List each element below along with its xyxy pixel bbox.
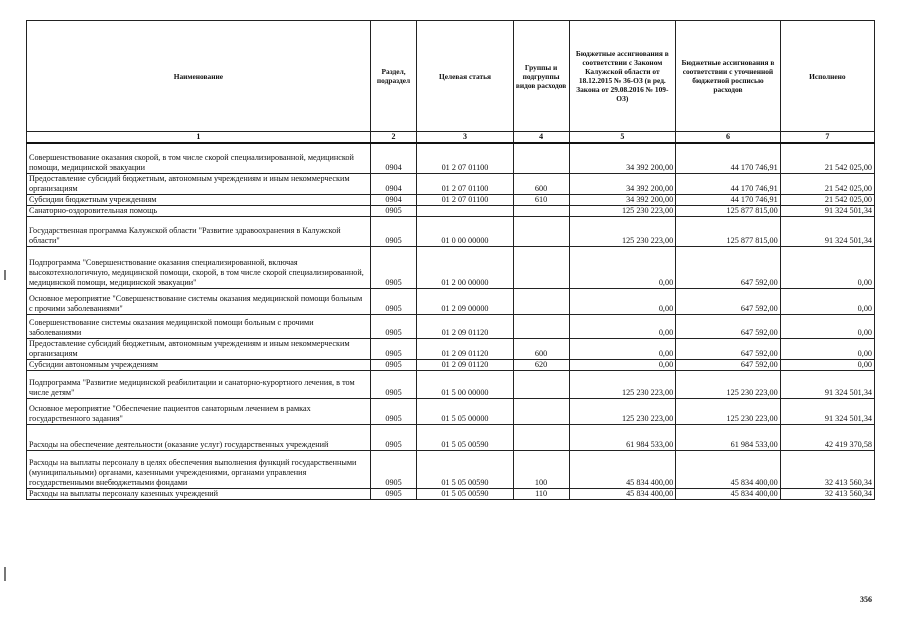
header-group: Группы и подгруппы видов расходов: [513, 21, 569, 132]
table-row: [27, 205, 875, 216]
row-name: Предоставление субсидий бюджетным, автономным учреждениям и иным некоммерческим организациям: [27, 173, 371, 194]
header-name: Наименование: [27, 21, 371, 132]
row-section: 0904: [370, 143, 417, 173]
row-section: 0905: [370, 450, 417, 488]
row-executed: 21 542 025,00: [780, 143, 874, 173]
row-budget-law: 34 392 200,00: [569, 173, 676, 194]
page-number: 356: [860, 595, 872, 604]
column-number: 2: [370, 132, 417, 144]
column-number-row: [27, 132, 875, 144]
row-target-article: 01 5 05 00000: [417, 398, 513, 424]
row-target-article: 01 0 00 00000: [417, 216, 513, 246]
row-executed: 21 542 025,00: [780, 194, 874, 205]
row-executed: 0,00: [780, 359, 874, 370]
row-expense-group: [513, 424, 569, 450]
row-expense-group: 620: [513, 359, 569, 370]
margin-mark: [4, 567, 6, 581]
row-budget-refined: 45 834 400,00: [676, 450, 781, 488]
row-expense-group: [513, 143, 569, 173]
row-section: 0905: [370, 424, 417, 450]
row-section: 0905: [370, 216, 417, 246]
row-target-article: 01 2 09 01120: [417, 314, 513, 338]
row-budget-law: 125 230 223,00: [569, 370, 676, 398]
row-budget-law: 0,00: [569, 246, 676, 288]
row-executed: 21 542 025,00: [780, 173, 874, 194]
row-section: 0905: [370, 314, 417, 338]
row-executed: 91 324 501,34: [780, 370, 874, 398]
row-name: Основное мероприятие "Обеспечение пациентов санаторным лечением в рамках государственного задания": [27, 398, 371, 424]
row-section: 0904: [370, 173, 417, 194]
row-expense-group: [513, 314, 569, 338]
column-number: 5: [569, 132, 676, 144]
row-budget-law: 125 230 223,00: [569, 398, 676, 424]
row-target-article: 01 2 07 01100: [417, 173, 513, 194]
row-executed: 0,00: [780, 288, 874, 314]
row-name: Подпрограмма "Совершенствование оказания специализированной, включая высокотехнологичную, медицинской помощи, скорой, в том числе скорой специализированной, медицинской помощи, медицинской эвакуации": [27, 246, 371, 288]
row-executed: 91 324 501,34: [780, 398, 874, 424]
row-budget-law: 34 392 200,00: [569, 194, 676, 205]
table-row: [27, 216, 875, 246]
row-budget-refined: 125 877 815,00: [676, 216, 781, 246]
column-number: 4: [513, 132, 569, 144]
row-budget-refined: 647 592,00: [676, 359, 781, 370]
row-target-article: [417, 205, 513, 216]
row-target-article: 01 2 09 01120: [417, 338, 513, 359]
row-target-article: 01 5 05 00590: [417, 424, 513, 450]
row-expense-group: 600: [513, 173, 569, 194]
row-executed: 42 419 370,58: [780, 424, 874, 450]
budget-table: [26, 20, 875, 500]
row-name: Расходы на выплаты персоналу в целях обеспечения выполнения функций государственными (муниципальными) органами, казенными учреждениями, органами управления государственными внебюджетными фондами: [27, 450, 371, 488]
row-budget-law: 0,00: [569, 314, 676, 338]
row-section: 0904: [370, 194, 417, 205]
row-budget-refined: 647 592,00: [676, 246, 781, 288]
row-section: 0905: [370, 338, 417, 359]
table-row: [27, 288, 875, 314]
header-section: Раздел, подраздел: [370, 21, 417, 132]
row-target-article: 01 2 07 01100: [417, 143, 513, 173]
table-row: [27, 398, 875, 424]
table-row: [27, 424, 875, 450]
row-budget-law: 0,00: [569, 338, 676, 359]
row-budget-law: 125 230 223,00: [569, 216, 676, 246]
row-expense-group: [513, 398, 569, 424]
row-expense-group: 110: [513, 488, 569, 499]
row-target-article: 01 5 05 00590: [417, 450, 513, 488]
row-target-article: 01 5 05 00590: [417, 488, 513, 499]
row-expense-group: 100: [513, 450, 569, 488]
row-name: Расходы на обеспечение деятельности (оказание услуг) государственных учреждений: [27, 424, 371, 450]
table-row: [27, 450, 875, 488]
row-name: Расходы на выплаты персоналу казенных учреждений: [27, 488, 371, 499]
row-budget-law: 0,00: [569, 359, 676, 370]
row-budget-refined: 647 592,00: [676, 338, 781, 359]
row-budget-refined: 61 984 533,00: [676, 424, 781, 450]
row-target-article: 01 5 00 00000: [417, 370, 513, 398]
row-expense-group: [513, 246, 569, 288]
row-section: 0905: [370, 370, 417, 398]
header-executed: Исполнено: [780, 21, 874, 132]
row-expense-group: [513, 288, 569, 314]
row-budget-refined: 45 834 400,00: [676, 488, 781, 499]
table-body: [27, 143, 875, 499]
row-name: Субсидии бюджетным учреждениям: [27, 194, 371, 205]
table-row: [27, 314, 875, 338]
row-executed: 0,00: [780, 246, 874, 288]
row-budget-law: 0,00: [569, 288, 676, 314]
row-name: Подпрограмма "Развитие медицинской реабилитации и санаторно-курортного лечения, в том числе детям": [27, 370, 371, 398]
row-executed: 0,00: [780, 338, 874, 359]
row-budget-refined: 44 170 746,91: [676, 173, 781, 194]
row-budget-refined: 125 230 223,00: [676, 398, 781, 424]
row-budget-refined: 647 592,00: [676, 288, 781, 314]
row-budget-law: 125 230 223,00: [569, 205, 676, 216]
column-number: 3: [417, 132, 513, 144]
header-row: [27, 21, 875, 132]
row-target-article: 01 2 00 00000: [417, 246, 513, 288]
row-budget-law: 45 834 400,00: [569, 488, 676, 499]
table-row: [27, 194, 875, 205]
row-budget-law: 45 834 400,00: [569, 450, 676, 488]
table-row: [27, 173, 875, 194]
row-executed: 91 324 501,34: [780, 216, 874, 246]
row-section: 0905: [370, 359, 417, 370]
table-row: [27, 246, 875, 288]
row-name: Основное мероприятие "Совершенствование системы оказания медицинской помощи больным с прочими заболеваниями": [27, 288, 371, 314]
row-executed: 0,00: [780, 314, 874, 338]
table-row: [27, 370, 875, 398]
column-number: 7: [780, 132, 874, 144]
row-budget-refined: 44 170 746,91: [676, 194, 781, 205]
header-target: Целевая статья: [417, 21, 513, 132]
row-expense-group: [513, 216, 569, 246]
row-section: 0905: [370, 398, 417, 424]
table-row: [27, 338, 875, 359]
row-executed: 32 413 560,34: [780, 450, 874, 488]
row-name: Субсидии автономным учреждениям: [27, 359, 371, 370]
row-expense-group: [513, 205, 569, 216]
header-budget-law: Бюджетные ассигнования в соответствии с Законом Калужской области от 18.12.2015 № 36-ОЗ (в ред. Закона от 29.08.2016 № 109-ОЗ): [569, 21, 676, 132]
row-target-article: 01 2 09 01120: [417, 359, 513, 370]
row-budget-refined: 125 230 223,00: [676, 370, 781, 398]
column-number: 6: [676, 132, 781, 144]
row-target-article: 01 2 07 01100: [417, 194, 513, 205]
table-row: [27, 488, 875, 499]
table-row: [27, 359, 875, 370]
row-section: 0905: [370, 288, 417, 314]
header-budget-refined: Бюджетные ассигнования в соответствии с уточненной бюджетной росписью расходов: [676, 21, 781, 132]
row-budget-refined: 647 592,00: [676, 314, 781, 338]
row-section: 0905: [370, 488, 417, 499]
row-name: Санаторно-оздоровительная помощь: [27, 205, 371, 216]
row-budget-refined: 125 877 815,00: [676, 205, 781, 216]
column-number: 1: [27, 132, 371, 144]
row-budget-law: 61 984 533,00: [569, 424, 676, 450]
row-executed: 32 413 560,34: [780, 488, 874, 499]
margin-mark: [4, 270, 6, 280]
row-name: Предоставление субсидий бюджетным, автономным учреждениям и иным некоммерческим организациям: [27, 338, 371, 359]
row-expense-group: 600: [513, 338, 569, 359]
row-name: Совершенствование системы оказания медицинской помощи больным с прочими заболеваниями: [27, 314, 371, 338]
row-name: Совершенствование оказания скорой, в том числе скорой специализированной, медицинской помощи, медицинской эвакуации: [27, 143, 371, 173]
row-budget-law: 34 392 200,00: [569, 143, 676, 173]
row-budget-refined: 44 170 746,91: [676, 143, 781, 173]
row-executed: 91 324 501,34: [780, 205, 874, 216]
row-section: 0905: [370, 246, 417, 288]
row-name: Государственная программа Калужской области "Развитие здравоохранения в Калужской области": [27, 216, 371, 246]
row-target-article: 01 2 09 00000: [417, 288, 513, 314]
row-section: 0905: [370, 205, 417, 216]
table-row: [27, 143, 875, 173]
row-expense-group: [513, 370, 569, 398]
row-expense-group: 610: [513, 194, 569, 205]
